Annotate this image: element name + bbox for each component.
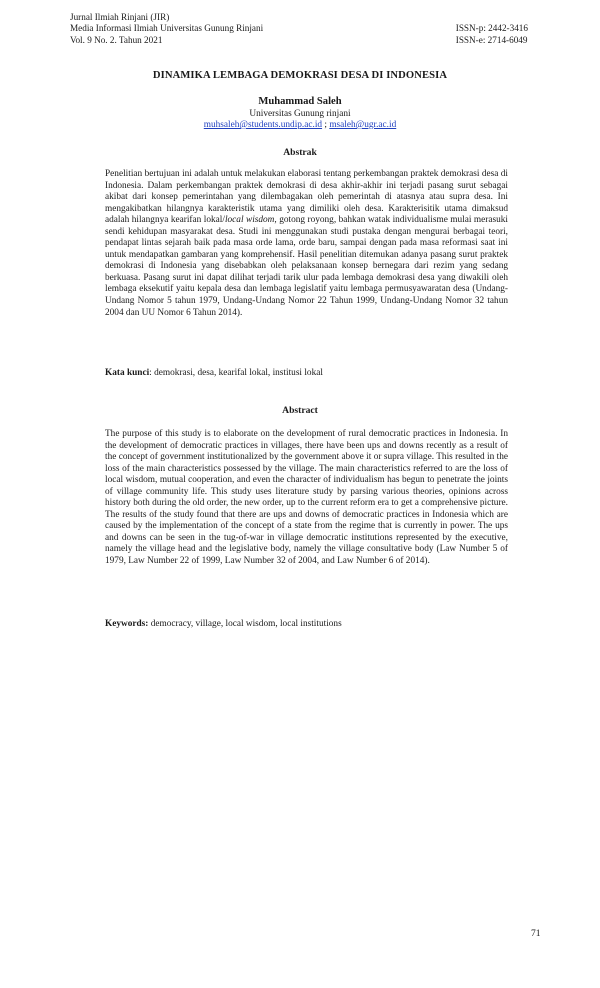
journal-name: Jurnal Ilmiah Rinjani (JIR) (70, 12, 170, 22)
issn-info (456, 23, 528, 46)
abstrak-heading: Abstrak (283, 147, 317, 158)
abstract-body: The purpose of this study is to elaborate on the development of rural democratic practices in Indonesia. In the development of democratic practices in villages, there have been ups and downs recently as a result of the concept of government institutionalized by the government above it or supra village. This resulted in the loss of the main characteristics possessed by the village. The main characteristics referred to are the loss of local wisdom, mutual cooperation, and even the character of individualism has begun to penetrate the joints of village community life. This study uses literature study by parsing various theories, opinions across history both during the old order, the new order, up to the current reform era to get a comprehensive picture. The results of the study found that there are ups and downs of democratic practices in Indonesia which are caused by the implementation of the concept of a state from the regime that is currently in power. The ups and downs can be seen in the tug-of-war in village democratic institutions represented by the executive, namely the village head and the legislative body, namely the village consultative body (Law Number 5 of 1979, Law Number 22 of 1999, Law Number 32 of 2004, and Law Number 6 of 2014). (105, 429, 508, 567)
email-link-ugr[interactable]: msaleh@ugr.ac.id (329, 120, 397, 130)
journal-publisher: Media Informasi Ilmiah Universitas Gunung Rinjani (70, 23, 264, 34)
abstrak-text-part-1: Penelitian bertujuan ini adalah untuk melakukan elaborasi tentang perkembangan praktek demokrasi desa di Indonesia. Dalam perkembangan praktek demokrasi di desa akhir-akhir ini terjadi pasang surut sebagai akibat dari konsep pemerintahan yang dilembagakan oleh pemerintah di atasnya atau supra desa. Ini mengakibatkan hilangnya karakteristik utama yang dimiliki oleh desa. Karakterisitik utama dimaksud adalah hilangnya kearifan lokal/ (105, 169, 508, 226)
page-number: 71 (531, 928, 541, 939)
kata-kunci-values: : demokrasi, desa, kearifal lokal, institusi lokal (149, 368, 323, 378)
email-link-students[interactable]: muhsaleh@students.undip.ac.id (203, 120, 323, 130)
kata-kunci-label: Kata kunci (105, 368, 150, 378)
kata-kunci (105, 368, 508, 378)
author-emails (0, 120, 600, 130)
issn-electronic: ISSN-e: 2714-6049 (455, 34, 528, 45)
abstract-heading: Abstract (282, 405, 318, 416)
journal-volume: Vol. 9 No. 2. Tahun 2021 (70, 34, 163, 45)
article-title: DINAMIKA LEMBAGA DEMOKRASI DESA DI INDONESIA (152, 70, 448, 81)
keywords (105, 619, 508, 629)
abstrak-body (105, 169, 508, 319)
abstrak-italic-term: local wisdom (224, 215, 275, 226)
keywords-values: democracy, village, local wisdom, local institutions (148, 619, 342, 629)
email-separator: ; (322, 120, 330, 130)
author-name: Muhammad Saleh (258, 96, 342, 107)
author-affiliation: Universitas Gunung rinjani (249, 109, 351, 119)
issn-print: ISSN-p: 2442-3416 (455, 23, 528, 34)
keywords-label: Keywords: (105, 619, 149, 629)
journal-info (70, 12, 263, 46)
abstrak-text-part-2: , gotong royong, bahkan watak individualisme mulai merasuki sendi kehidupan masyarakat desa. Studi ini menggunakan studi pustaka dengan mengurai berbagai teori, pendapat lintas sejarah baik pada masa orde lama, orde baru, sampai dengan pada masa reformasi saat ini untuk mendapatkan gambaran yang komprehensif. Hasil penelitian ditemukan adanya pasang surut praktek demokrasi di Indonesia yang disebabkan oleh pelaksanaan konsep bernegara dari rezim yang sedang berkuasa. Pasang surut ini dapat dilihat terjadi tarik ulur pada lembaga demokrasi desa yang diwakili oleh lembaga eksekutif yaitu kepala desa dan lembaga legislatif yaitu lembaga permusyawaratan desa (Undang-Undang Nomor 5 tahun 1979, Undang-Undang Nomor 22 Tahun 1999, Undang-Undang Nomor 32 tahun 2004 dan UU Nomor 6 Tahun 2014). (105, 215, 508, 318)
